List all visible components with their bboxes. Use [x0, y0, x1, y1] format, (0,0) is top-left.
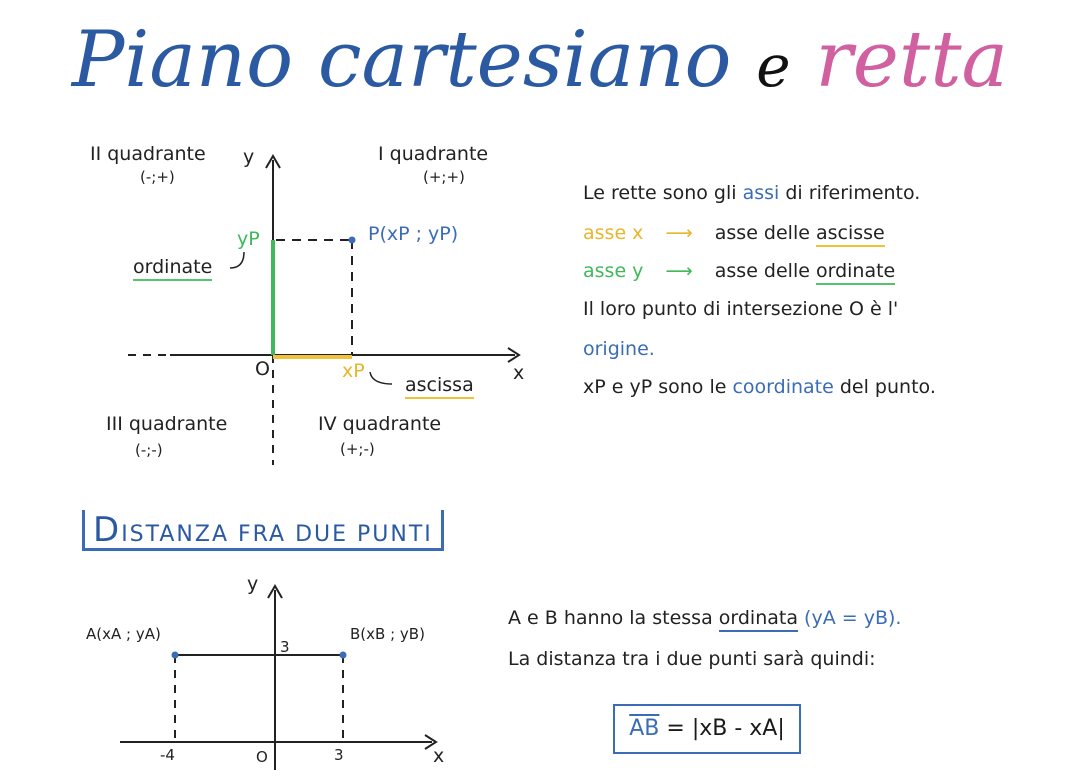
note-asse-x: asse x	[583, 222, 644, 244]
g2-origin-label: O	[256, 748, 268, 766]
text2-equality: (yA = yB).	[804, 607, 902, 629]
note-line-6	[583, 376, 936, 398]
text2-line-2: La distanza tra i due punti sarà quindi:	[508, 648, 876, 670]
formula-rhs: = |xB - xA|	[666, 716, 785, 741]
point-a-label: A(xA ; yA)	[86, 625, 161, 643]
point-p-label: P(xP ; yP)	[368, 223, 459, 245]
note-line-1-a: Le rette sono gli	[583, 182, 737, 204]
note-line-4: Il loro punto di intersezione O è l'	[583, 298, 899, 320]
note-line-2	[583, 222, 885, 244]
note-line-3-b: asse delle	[714, 260, 810, 282]
section-title	[82, 510, 444, 551]
arrow-right-icon: ⟶	[665, 260, 693, 282]
arrow-right-icon: ⟶	[665, 222, 693, 244]
note-line-1	[583, 182, 920, 204]
note-line-5: origine.	[583, 338, 655, 360]
ordinate-label: ordinate	[133, 256, 212, 281]
note-ordinate: ordinate	[816, 260, 895, 285]
note-coordinate: coordinate	[732, 376, 834, 398]
note-line-1-assi: assi	[742, 182, 780, 204]
formula-lhs: $\overline{AB}$	[629, 716, 660, 741]
ordinate-pointer-icon	[230, 252, 244, 268]
xp-label: xP	[342, 360, 365, 382]
quadrant-4-label: IV quadrante	[318, 413, 442, 435]
title-part1: Piano cartesiano	[71, 15, 732, 105]
quadrant-1-label: I quadrante	[378, 143, 489, 165]
origin-label: O	[255, 358, 270, 380]
title-part2: retta	[815, 15, 1009, 105]
abscissa-label: ascissa	[405, 374, 474, 399]
distance-formula	[613, 704, 801, 754]
text2-line-1	[508, 607, 901, 629]
g2-tick-x-pos: 3	[334, 746, 344, 764]
y-axis-label: y	[243, 146, 255, 168]
g2-tick-x-neg: -4	[160, 746, 175, 764]
note-asse-y: asse y	[583, 260, 644, 282]
quadrant-2-signs: (-;+)	[140, 168, 175, 186]
quadrant-3-label: III quadrante	[106, 413, 228, 435]
quadrant-2-label: II quadrante	[90, 143, 206, 165]
yp-label: yP	[237, 228, 260, 250]
quadrant-4-signs: (+;-)	[340, 440, 375, 458]
point-p	[349, 237, 356, 244]
note-line-6-a: xP e yP sono le	[583, 376, 727, 398]
point-b	[340, 652, 347, 659]
point-a	[172, 652, 179, 659]
g2-x-axis-label: x	[433, 745, 445, 767]
x-axis-label: x	[513, 362, 525, 384]
quadrant-3-signs: (-;-)	[135, 441, 163, 459]
g2-y-axis-label: y	[247, 573, 259, 595]
point-b-label: B(xB ; yB)	[350, 625, 425, 643]
section-title-initial: D	[93, 510, 122, 550]
note-line-3	[583, 260, 895, 282]
note-line-2-b: asse delle	[714, 222, 810, 244]
text2-line-1-a: A e B hanno la stessa	[508, 607, 713, 629]
abscissa-pointer-icon	[370, 372, 392, 384]
g2-tick-y: 3	[280, 638, 290, 656]
title-connector: e	[756, 32, 791, 100]
quadrant-1-signs: (+;+)	[423, 168, 465, 186]
note-line-1-c: di riferimento.	[785, 182, 921, 204]
text2-ordinata: ordinata	[719, 607, 798, 632]
section-title-rest: ISTANZA FRA DUE PUNTI	[121, 522, 433, 547]
note-ascisse: ascisse	[816, 222, 885, 247]
note-line-6-c: del punto.	[839, 376, 936, 398]
